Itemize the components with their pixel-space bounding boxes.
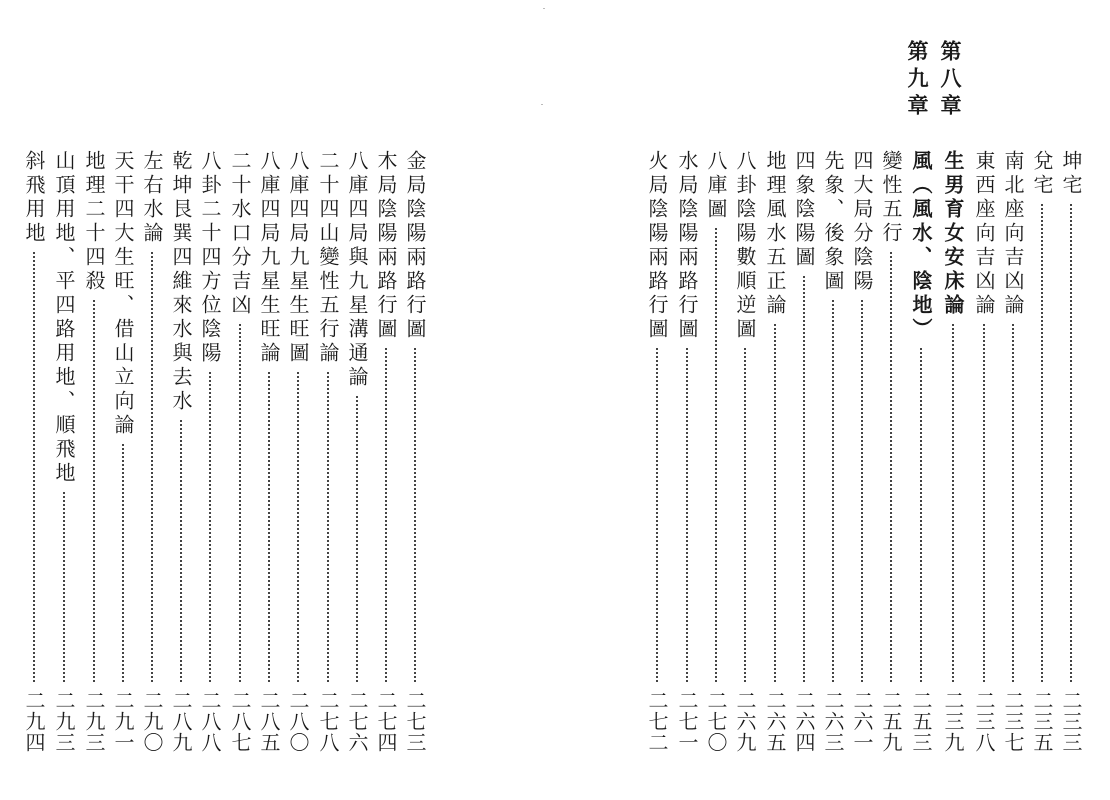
toc-entry: [20, 150, 48, 762]
entry-title: 山頂用地、平四路用地、順飛地: [52, 150, 76, 486]
toc-entry: [80, 150, 108, 762]
entry-page-number: 二六三: [821, 690, 845, 753]
dot-leader: [356, 396, 358, 682]
entry-title: 木局陰陽兩路行圖: [374, 150, 398, 342]
dot-leader: [890, 252, 892, 682]
entry-page-number: 二五九: [879, 690, 903, 753]
dot-leader: [180, 420, 182, 682]
entry-page-number: 二九三: [52, 690, 76, 753]
dot-leader: [327, 372, 329, 682]
entry-page-number: 二三五: [1030, 690, 1054, 753]
dot-leader: [33, 252, 35, 682]
dot-leader: [656, 348, 658, 682]
toc-entry: [939, 150, 967, 762]
toc-entry: [907, 150, 935, 762]
entry-page-number: 二六五: [763, 690, 787, 753]
chapter-heading: [936, 40, 964, 121]
entry-title: 八庫四局九星生旺論: [257, 150, 281, 366]
entry-page-number: 二七三: [403, 690, 427, 753]
dot-leader: [122, 444, 124, 682]
entry-page-number: 二七二: [645, 690, 669, 753]
entry-page-number: 二七四: [374, 690, 398, 753]
toc-entry: [761, 150, 789, 762]
entry-title: 變性五行: [879, 150, 903, 246]
entry-title: 八庫四局與九星溝通論: [345, 150, 369, 390]
entry-title: 南北座向吉凶論: [1001, 150, 1025, 318]
dot-leader: [297, 372, 299, 682]
entry-title: 八卦二十四方位陰陽: [198, 150, 222, 366]
toc-entry: [1057, 150, 1085, 762]
chapter-title: 第九章: [905, 40, 930, 121]
dot-leader: [920, 348, 922, 682]
entry-page-number: 二三三: [1059, 690, 1083, 753]
toc-entry: [314, 150, 342, 762]
dot-leader: [861, 300, 863, 682]
entry-title: 生男育女安床論: [941, 150, 965, 318]
dot-leader: [1070, 204, 1072, 682]
entry-page-number: 二六九: [733, 690, 757, 753]
toc-entry: [138, 150, 166, 762]
entry-title: 左右水論: [140, 150, 164, 246]
entry-page-number: 二五三: [909, 690, 933, 753]
dot-leader: [151, 252, 153, 682]
dot-leader: [686, 348, 688, 682]
dot-leader: [1012, 324, 1014, 682]
entry-page-number: 二八八: [198, 690, 222, 753]
entry-title: 風（風水、陰地）: [909, 150, 933, 342]
toc-entry: [643, 150, 671, 762]
dot-leader: [209, 372, 211, 682]
dot-leader: [93, 300, 95, 682]
chapter-heading: [903, 40, 931, 121]
toc-entry: [226, 150, 254, 762]
entry-page-number: 二八九: [169, 690, 193, 753]
entry-title: 八庫四局九星生旺圖: [286, 150, 310, 366]
entry-title: 四象陰陽圖: [792, 150, 816, 270]
entry-page-number: 二三九: [941, 690, 965, 753]
entry-title: 坤宅: [1059, 150, 1083, 198]
entry-title: 東西座向吉凶論: [972, 150, 996, 318]
entry-title: 地理風水五正論: [763, 150, 787, 318]
scan-speck: [541, 104, 543, 105]
dot-leader: [952, 324, 954, 682]
toc-entry: [1028, 150, 1056, 762]
toc-entry: [790, 150, 818, 762]
dot-leader: [715, 228, 717, 682]
entry-page-number: 二八〇: [286, 690, 310, 753]
dot-leader: [803, 276, 805, 682]
entry-page-number: 二三七: [1001, 690, 1025, 753]
toc-entry: [196, 150, 224, 762]
entry-title: 火局陰陽兩路行圖: [645, 150, 669, 342]
entry-page-number: 二三八: [972, 690, 996, 753]
entry-page-number: 二九〇: [140, 690, 164, 753]
toc-entry: [50, 150, 78, 762]
entry-page-number: 二七〇: [704, 690, 728, 753]
entry-page-number: 二八七: [228, 690, 252, 753]
entry-title: 斜飛用地: [22, 150, 46, 246]
entry-title: 四大局分陰陽: [850, 150, 874, 294]
entry-title: 兌宅: [1030, 150, 1054, 198]
entry-page-number: 二八五: [257, 690, 281, 753]
toc-entry: [848, 150, 876, 762]
toc-entry: [343, 150, 371, 762]
chapter-title: 第八章: [938, 40, 963, 121]
toc-entry: [167, 150, 195, 762]
toc-entry: [284, 150, 312, 762]
entry-title: 天干四大生旺、借山立向論: [111, 150, 135, 438]
entry-title: 八庫圖: [704, 150, 728, 222]
dot-leader: [385, 348, 387, 682]
dot-leader: [774, 324, 776, 682]
toc-entry: [877, 150, 905, 762]
dot-leader: [268, 372, 270, 682]
toc-entry: [819, 150, 847, 762]
entry-title: 地理二十四殺: [82, 150, 106, 294]
dot-leader: [414, 348, 416, 682]
toc-entry: [731, 150, 759, 762]
scan-speck: [543, 8, 545, 9]
dot-leader: [1041, 204, 1043, 682]
entry-page-number: 二七六: [345, 690, 369, 753]
dot-leader: [832, 300, 834, 682]
right-page: [555, 0, 1110, 800]
entry-page-number: 二六四: [792, 690, 816, 753]
entry-title: 先象、後象圖: [821, 150, 845, 294]
entry-title: 二十水口分吉凶: [228, 150, 252, 318]
entry-title: 二十四山變性五行論: [316, 150, 340, 366]
toc-entry: [999, 150, 1027, 762]
dot-leader: [63, 492, 65, 682]
toc-entry: [673, 150, 701, 762]
toc-entry: [255, 150, 283, 762]
entry-page-number: 二九一: [111, 690, 135, 753]
toc-entry: [970, 150, 998, 762]
entry-title: 八卦陰陽數順逆圖: [733, 150, 757, 342]
toc-entry: [372, 150, 400, 762]
entry-page-number: 二七一: [675, 690, 699, 753]
dot-leader: [744, 348, 746, 682]
entry-page-number: 二九三: [82, 690, 106, 753]
entry-page-number: 二六一: [850, 690, 874, 753]
entry-title: 金局陰陽兩路行圖: [403, 150, 427, 342]
dot-leader: [239, 324, 241, 682]
entry-page-number: 二七八: [316, 690, 340, 753]
toc-entry: [109, 150, 137, 762]
entry-page-number: 二九四: [22, 690, 46, 753]
toc-entry: [702, 150, 730, 762]
dot-leader: [983, 324, 985, 682]
entry-title: 乾坤艮巽四維來水與去水: [169, 150, 193, 414]
toc-entry: [401, 150, 429, 762]
entry-title: 水局陰陽兩路行圖: [675, 150, 699, 342]
